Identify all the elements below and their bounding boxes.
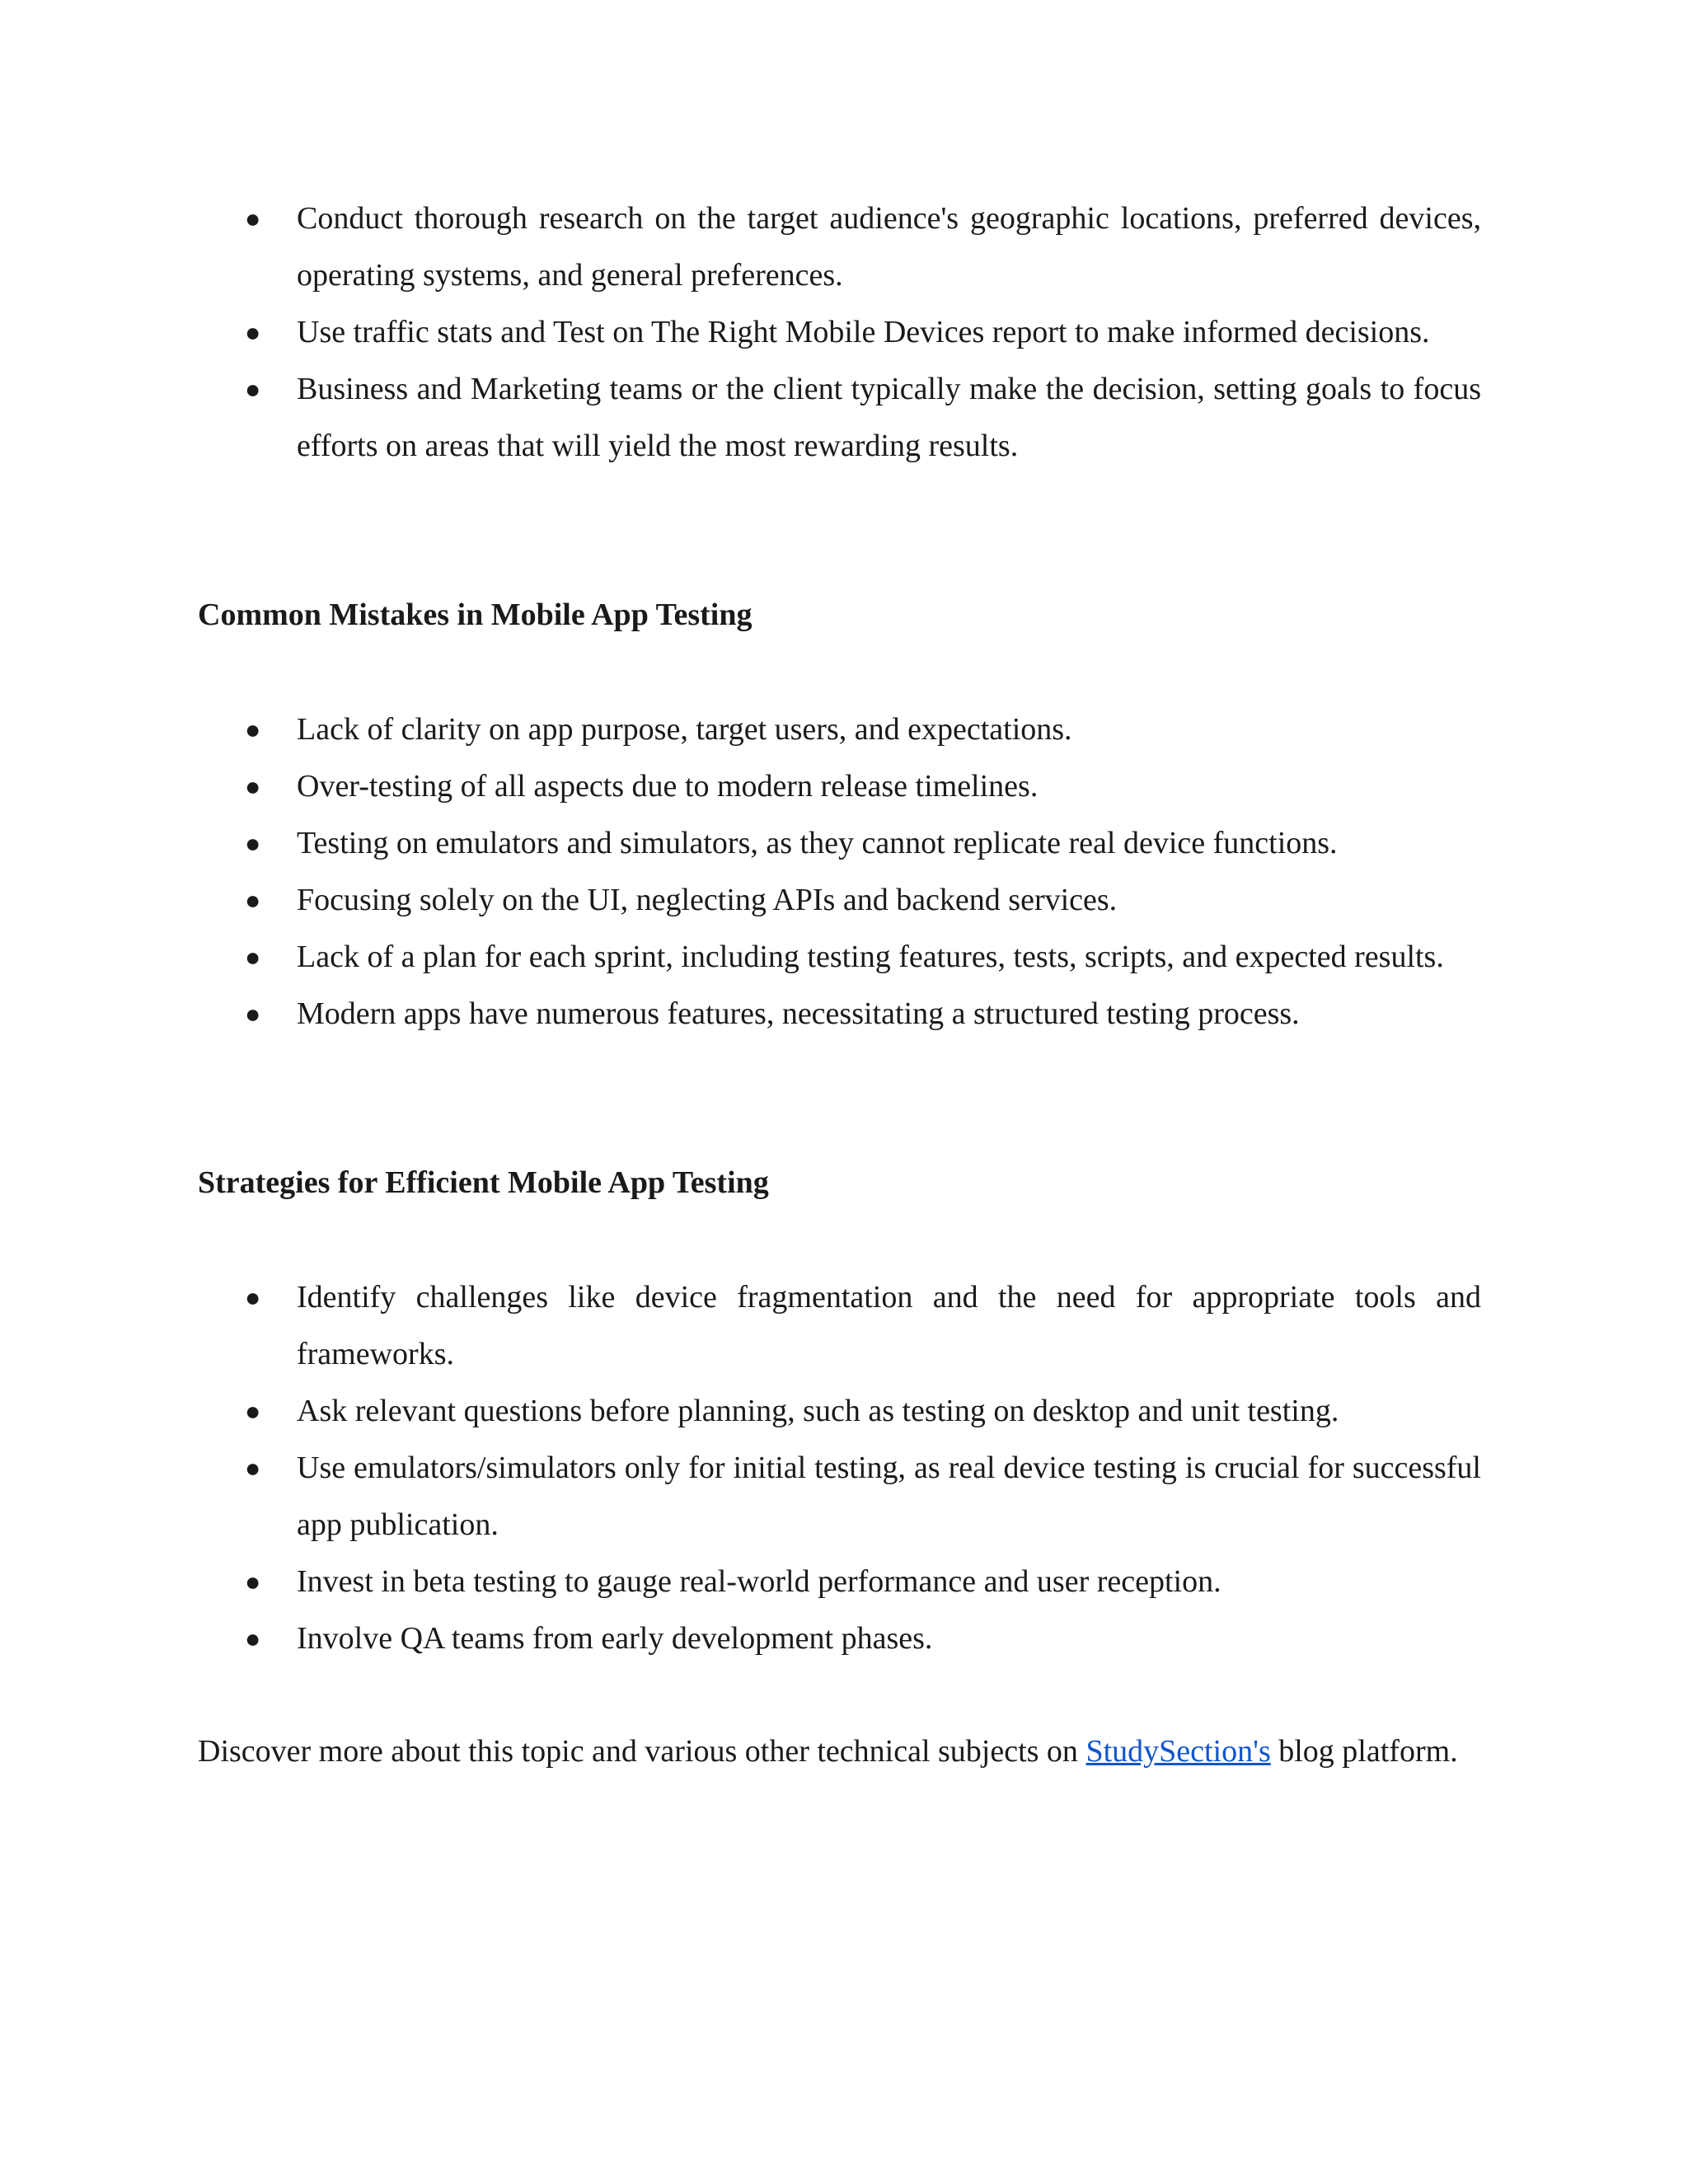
- bullet-icon: ●: [245, 1282, 261, 1312]
- section-heading-strategies: Strategies for Efficient Mobile App Testing: [198, 1165, 769, 1200]
- list-item-text: Modern apps have numerous features, necessitating a structured testing process.: [297, 996, 1300, 1031]
- list-item-text: Use traffic stats and Test on The Right Mobile Devices report to make informed decisions.: [297, 315, 1430, 349]
- bullet-icon: ●: [245, 828, 261, 858]
- list-item-text: Lack of clarity on app purpose, target users, and expectations.: [297, 712, 1072, 747]
- bullet-icon: ●: [245, 771, 261, 801]
- list-item: [198, 815, 1481, 872]
- list-item-text: Lack of a plan for each sprint, including testing features, tests, scripts, and expected results.: [297, 940, 1444, 974]
- list-item: [198, 304, 1481, 361]
- bullet-icon: ●: [245, 885, 261, 915]
- bullet-icon: ●: [245, 999, 261, 1029]
- list-item-text: Involve QA teams from early development phases.: [297, 1621, 933, 1656]
- bullet-icon: ●: [245, 1567, 261, 1596]
- list-item: [198, 1383, 1481, 1440]
- list-item-text: Conduct thorough research on the target audience's geographic locations, preferred devices, operating systems, and general preferences.: [297, 201, 1481, 293]
- list-item: [198, 1610, 1481, 1667]
- list-item-text: Use emulators/simulators only for initial testing, as real device testing is crucial for successful app publication.: [297, 1451, 1481, 1542]
- bullet-icon: ●: [245, 1453, 261, 1483]
- list-item-text: Testing on emulators and simulators, as they cannot replicate real device functions.: [297, 826, 1338, 860]
- bullet-icon: ●: [245, 204, 261, 233]
- list-item: [198, 1269, 1481, 1383]
- list-item-text: Over-testing of all aspects due to modern release timelines.: [297, 769, 1039, 804]
- closing-paragraph: [198, 1729, 1481, 1774]
- list-item: [198, 872, 1481, 929]
- bullet-icon: ●: [245, 942, 261, 972]
- list-item: [198, 986, 1481, 1043]
- bullet-icon: ●: [245, 1396, 261, 1426]
- closing-text-after: blog platform.: [1270, 1734, 1458, 1769]
- bullet-icon: ●: [245, 374, 261, 404]
- section-heading-mistakes: Common Mistakes in Mobile App Testing: [198, 598, 753, 632]
- bullet-icon: ●: [245, 715, 261, 744]
- mistakes-bullet-list: [198, 701, 1481, 1043]
- list-item-text: Ask relevant questions before planning, such as testing on desktop and unit testing.: [297, 1394, 1339, 1428]
- list-item: [198, 190, 1481, 304]
- list-item-text: Identify challenges like device fragmentation and the need for appropriate tools and frameworks.: [297, 1280, 1481, 1371]
- list-item: [198, 929, 1481, 986]
- strategies-bullet-list: [198, 1269, 1481, 1667]
- list-item-text: Focusing solely on the UI, neglecting APIs and backend services.: [297, 883, 1118, 917]
- list-item: [198, 361, 1481, 475]
- list-item: [198, 701, 1481, 758]
- list-item: [198, 1440, 1481, 1554]
- bullet-icon: ●: [245, 1624, 261, 1653]
- list-item-text: Business and Marketing teams or the client typically make the decision, setting goals to focus efforts on areas that will yield the most rewarding results.: [297, 372, 1481, 463]
- closing-text-before: Discover more about this topic and various other technical subjects on: [198, 1734, 1086, 1769]
- list-item-text: Invest in beta testing to gauge real-world performance and user reception.: [297, 1564, 1221, 1599]
- intro-bullet-list: [198, 190, 1481, 475]
- list-item: [198, 1554, 1481, 1610]
- studysection-link[interactable]: StudySection's: [1085, 1734, 1271, 1769]
- bullet-icon: ●: [245, 317, 261, 347]
- list-item: [198, 758, 1481, 815]
